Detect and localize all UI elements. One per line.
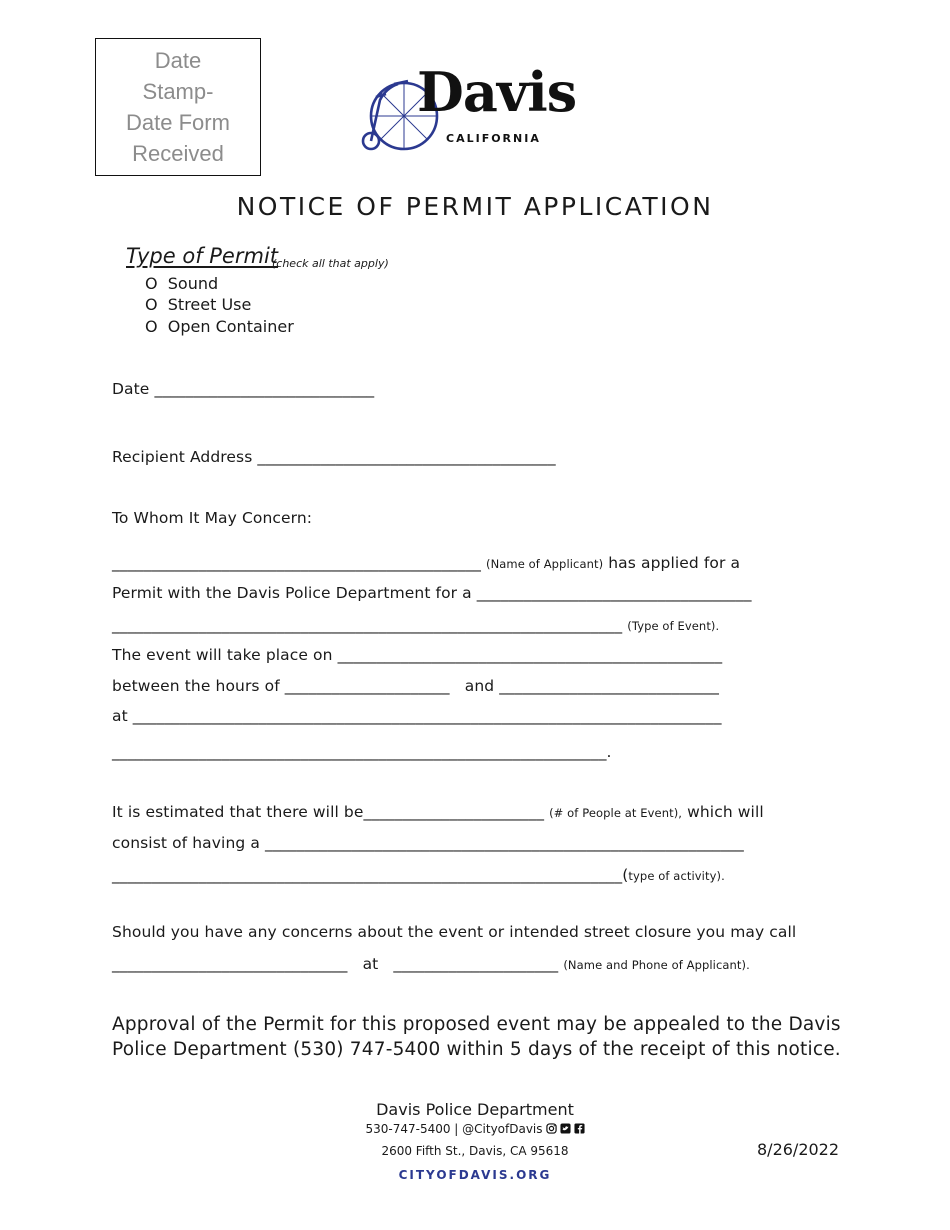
permit-option-open-container[interactable]: O Open Container (145, 317, 294, 336)
line-text: has applied for a (603, 554, 741, 572)
concerns-text: Should you have any concerns about the event or intended street closure you may call (112, 923, 797, 941)
logo-subtitle: CALIFORNIA (446, 132, 541, 145)
stamp-line: Date (154, 48, 202, 73)
event-location-field[interactable]: at ___________________________________________________________________________ (112, 707, 722, 725)
activity-type-field[interactable]: _________________________________________________________________( (112, 866, 629, 884)
date-field[interactable]: Date ____________________________ (112, 380, 375, 398)
permit-type-heading: Type of Permit (126, 244, 279, 268)
stamp-line: Received (132, 141, 224, 166)
line-text: which will (682, 803, 764, 821)
contact-line (112, 955, 750, 973)
applicant-name-label: (Name of Applicant) (485, 557, 604, 571)
activity-field[interactable]: consist of having a _____________________________________________________________ (112, 834, 744, 852)
activity-type-line (112, 866, 725, 884)
date-stamp-box (95, 38, 261, 176)
appeal-notice: Approval of the Permit for this proposed event may be appealed to the Davis Police Department (530) 747-5400 within 5 days of the receipt of this notice. (112, 1014, 841, 1060)
footer-website-link[interactable]: CITYOFDAVIS.ORG (398, 1168, 552, 1182)
footer-contact-text: 530-747-5400 | @CityofDavis (365, 1122, 543, 1136)
event-type-label: (Type of Event). (627, 619, 720, 633)
twitter-icon[interactable] (560, 1123, 571, 1134)
footer-contact (300, 1122, 650, 1136)
footer-department: Davis Police Department (376, 1100, 574, 1119)
contact-name-phone-label: (Name and Phone of Applicant). (563, 958, 750, 972)
form-revision-date: 8/26/2022 (757, 1140, 840, 1159)
stamp-line: Stamp- (142, 79, 214, 104)
applicant-name-field[interactable]: _______________________________________________ (112, 554, 486, 572)
event-hours-field[interactable]: between the hours of _____________________ and ____________________________ (112, 677, 720, 695)
event-type-line (112, 616, 719, 634)
permit-option-street-use[interactable]: O Street Use (145, 295, 252, 314)
contact-name-phone-field[interactable]: ______________________________ at _____________________ (112, 955, 564, 973)
people-count-label: (# of People at Event), (549, 806, 683, 820)
people-count-field[interactable]: It is estimated that there will be_______________________ (112, 803, 550, 821)
permit-type-note: (check all that apply) (272, 257, 389, 270)
applicant-name-line (112, 554, 740, 572)
footer-address: 2600 Fifth St., Davis, CA 95618 (381, 1144, 569, 1158)
permit-for-field[interactable]: Permit with the Davis Police Department for a ___________________________________ (112, 584, 752, 602)
people-count-line (112, 803, 764, 821)
event-type-field[interactable]: _________________________________________________________________ (112, 616, 628, 634)
permit-option-sound[interactable]: O Sound (145, 274, 219, 293)
event-location-field-2[interactable]: _______________________________________________________________. (112, 743, 612, 761)
instagram-icon[interactable] (546, 1123, 557, 1134)
logo-wordmark: Davis (417, 60, 577, 124)
stamp-line: Date Form (126, 110, 230, 135)
recipient-address-field[interactable]: Recipient Address ______________________________________ (112, 448, 556, 466)
facebook-icon[interactable] (574, 1123, 585, 1134)
page-title: NOTICE OF PERMIT APPLICATION (236, 192, 714, 221)
event-date-field[interactable]: The event will take place on _________________________________________________ (112, 646, 723, 664)
greeting: To Whom It May Concern: (112, 509, 313, 527)
activity-type-label: type of activity). (628, 869, 725, 883)
